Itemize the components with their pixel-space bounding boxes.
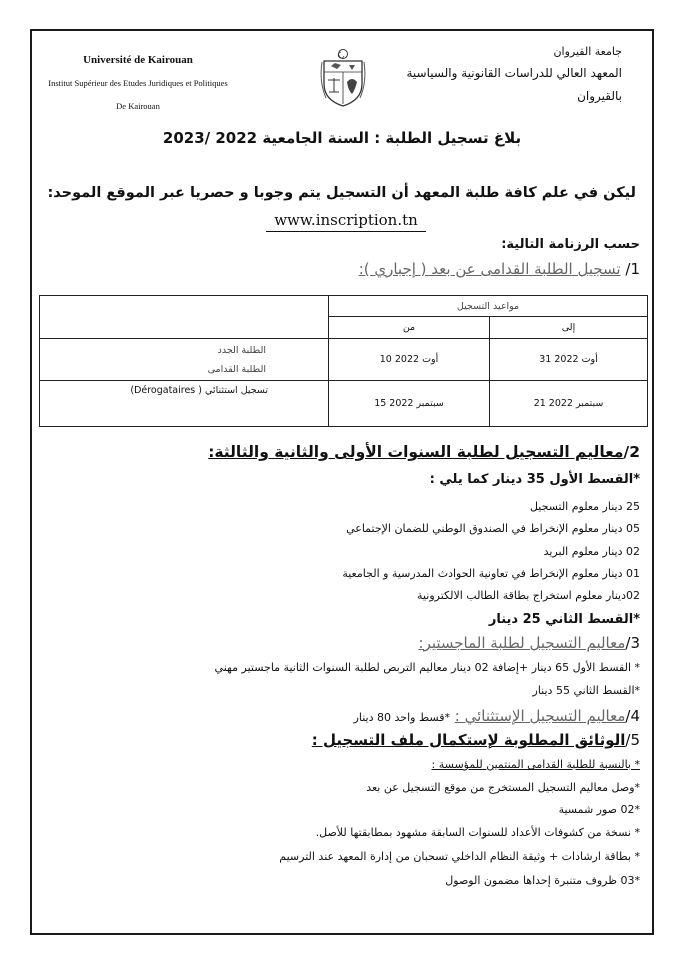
document-item: * نسخة من كشوفات الأعداد للسنوات السابقة مشهود بمطابقتها للأصل. (315, 826, 640, 839)
institute-name-ar: المعهد العالي للدراسات القانونية والسياسية (406, 66, 622, 80)
intro-text: ليكن في علم كافة طلبة المعهد أن التسجيل يتم وجوبا و حصريا عبر الموقع الموحد: (47, 185, 636, 201)
masters-fee-item: *القسط الثاني 55 دينار (532, 684, 640, 697)
first-installment: *القسط الأول 35 دينار كما يلي : (429, 472, 640, 487)
row1-from-date: 10 أوت 2022 (329, 339, 490, 381)
university-name-fr: Université de Kairouan (83, 54, 193, 66)
tunisia-coat-of-arms-icon (318, 48, 368, 110)
url-underline (266, 231, 426, 232)
section5-heading (312, 731, 640, 749)
notice-title: بلاغ تسجيل الطلبة : السنة الجامعية 2022 /2023 (162, 129, 522, 147)
university-name-ar: جامعة القيروان (553, 45, 622, 58)
row2-to-date: 21 سبتمبر 2022 (490, 381, 648, 427)
section4-title: معاليم التسجيل الإستثنائي : (454, 707, 626, 725)
registration-url-text: www.inscription.tn (274, 211, 418, 229)
new-students-label: الطلبة الجدد (217, 344, 266, 356)
exceptional-fee-detail: *قسط واحد 80 دينار (353, 711, 450, 724)
table-empty-cell (40, 296, 329, 339)
document-item: *03 ظروف متنبرة إحداها مضمون الوصول (445, 874, 640, 887)
fee-item: 05 دينار معلوم الإنخراط في الصندوق الوطني للضمان الإجتماعي (346, 522, 640, 535)
calendar-label: حسب الرزنامة التالية: (501, 237, 640, 252)
city-name-ar: بالقيروان (577, 89, 622, 103)
institute-name-fr: Institut Supérieur des Etudes Juridiques et Politiques (48, 78, 228, 88)
registration-url[interactable] (266, 211, 426, 229)
row1-to-date: 31 أوت 2022 (490, 339, 648, 381)
document-item: *02 صور شمسية (558, 803, 640, 816)
from-header: من (329, 317, 490, 339)
document-item: *وصل معاليم التسجيل المستخرج من موقع التسجيل عن بعد (366, 781, 640, 794)
section3-heading (419, 634, 640, 652)
section3-number: 3/ (625, 634, 640, 652)
to-header: إلى (490, 317, 648, 339)
returning-students-label: الطلبة القدامى (207, 363, 266, 375)
section1-title: تسجيل الطلبة القدامى عن بعد ( إجباري ): (358, 260, 621, 278)
fee-item: 01 دينار معلوم الإنخراط في تعاونية الحوادث المدرسية و الجامعية (342, 567, 640, 580)
city-name-fr: De Kairouan (116, 101, 160, 111)
section2-heading (208, 443, 640, 461)
row2-from-date: 15 سبتمبر 2022 (329, 381, 490, 427)
section4-number: 4/ (625, 707, 640, 725)
section2-title: معاليم التسجيل لطلبة السنوات الأولى والثانية والثالثة: (208, 443, 624, 461)
section2-number: 2/ (623, 443, 640, 461)
fee-item: 02 دينار معلوم البريد (543, 545, 640, 558)
section1-number: 1/ (625, 260, 640, 278)
fee-item: 25 دينار معلوم التسجيل (529, 500, 640, 513)
document-item: * بطاقة ارشادات + وثيقة النظام الداخلي تسحبان من إدارة المعهد عند الترسيم (279, 850, 640, 863)
section3-title: معاليم التسجيل لطلبة الماجستير: (418, 634, 626, 652)
section5-number: 5/ (625, 731, 640, 749)
documents-subheading: * بالنسبة للطلبة القدامى المنتمين للمؤسسة : (431, 758, 640, 771)
registration-schedule-table (39, 295, 648, 427)
masters-fee-item: * القسط الأول 65 دينار +إضافة 02 دينار معاليم التربص لطلبة السنوات الثانية ماجستير مهني (214, 661, 640, 674)
fee-item: 02دينار معلوم استخراج بطاقة الطالب الالكترونية (417, 589, 640, 602)
dates-header: مواعيد التسجيل (329, 296, 648, 317)
exceptional-registration-label: تسجيل استثنائي ( Dérogataires) (40, 381, 329, 427)
section1-heading (359, 260, 640, 278)
section5-title: الوثائق المطلوبة لإستكمال ملف التسجيل : (311, 731, 626, 749)
table-row-label (40, 339, 329, 381)
second-installment: *القسط الثاني 25 دينار (488, 612, 640, 627)
section4-heading (354, 707, 640, 725)
